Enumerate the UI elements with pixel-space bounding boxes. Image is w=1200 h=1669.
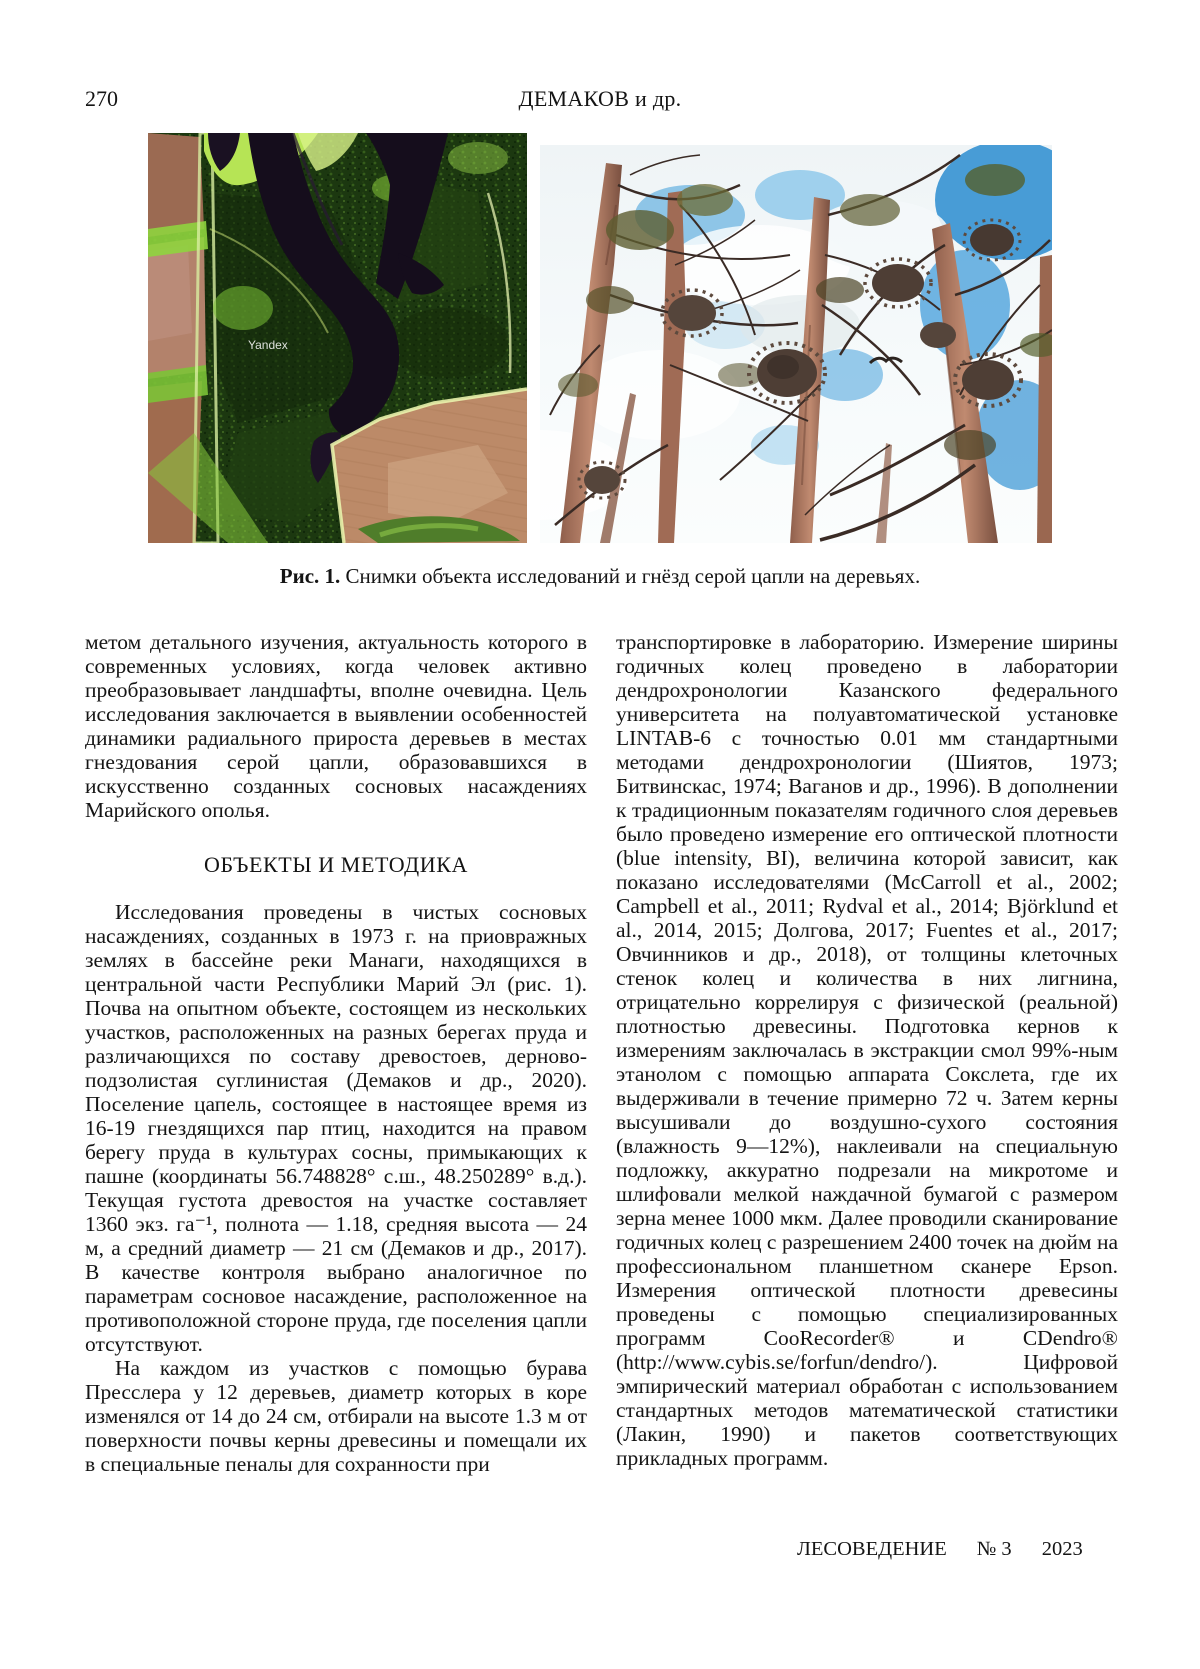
satellite-image xyxy=(148,133,527,543)
paragraph-continuation: метом детального изучения, актуальность которого в современных условиях, когда человек активно преобразовывает ландшафты, вполне очевидна. Цель исследования заключается в выявлении особенностей динамики радиального прироста деревьев в местах гнездования серой цапли, образовавшихся в искусственно созданных сосновых насаждениях Марийского ополья. xyxy=(85,630,587,822)
footer-journal-name: ЛЕСОВЕДЕНИЕ xyxy=(797,1538,947,1560)
heron-nests-photo xyxy=(540,145,1052,543)
yandex-watermark: Yandex xyxy=(248,338,288,352)
heron-nests-photo-svg xyxy=(540,145,1052,543)
body-columns xyxy=(85,630,1118,1476)
figure-caption-text: Снимки объекта исследований и гнёзд серой цапли на деревьях. xyxy=(340,564,921,588)
figure-caption xyxy=(0,564,1200,589)
satellite-image-svg xyxy=(148,133,527,543)
figure-caption-label: Рис. 1. xyxy=(279,564,341,588)
left-column xyxy=(85,630,587,1476)
paragraph-objects-methods: Исследования проведены в чистых сосновых насаждениях, созданных в 1973 г. на приовражных землях в бассейне реки Манаги, находящихся в центральной части Республики Марий Эл (рис. 1). Почва на опытном объекте, состоящем из нескольких участков, расположенных на разных берегах пруда и различающихся по составу древостоев, дерново-подзолистая суглинистая (Демаков и др., 2020). Поселение цапель, состоящее в настоящее время из 16-19 гнездящихся пар птиц, находится на правом берегу пруда в культурах сосны, примыкающих к пашне (координаты 56.748828° с.ш., 48.250289° в.д.). Текущая густота древостоя на участке составляет 1360 экз. га⁻¹, полнота — 1.18, средняя высота — 24 м, а средний диаметр — 21 см (Демаков и др., 2017). В качестве контроля выбрано аналогичное по параметрам сосновое насаждение, расположенное на противоположной стороне пруда, где поселения цапли отсутствуют. xyxy=(85,900,587,1356)
right-column xyxy=(616,630,1118,1476)
heron-nest xyxy=(920,322,956,348)
footer-issue: № 3 xyxy=(976,1538,1012,1560)
journal-footer xyxy=(797,1538,1083,1561)
page-header xyxy=(85,86,1115,114)
section-heading: ОБЪЕКТЫ И МЕТОДИКА xyxy=(203,852,469,877)
footer-year: 2023 xyxy=(1041,1538,1083,1560)
running-head: ДЕМАКОВ и др. xyxy=(518,86,682,111)
paragraph-core-sampling: На каждом из участков с помощью бурава Пресслера у 12 деревьев, диаметр которых в коре изменялся от 14 до 24 см, отбирали на высоте 1.3 м от поверхности почвы керны древесины и помещали их в специальные пеналы для сохранности при xyxy=(85,1356,587,1476)
paragraph-lab-methods: транспортировке в лабораторию. Измерение ширины годичных колец проведено в лаборатории дендрохронологии Казанского федерального университета на полуавтоматической установке LINTAB-6 с точностью 0.01 мм стандартными методами дендрохронологии (Шиятов, 1973; Битвинскас, 1974; Ваганов и др., 1996). В дополнении к традиционным показателям годичного слоя деревьев было проведено измерение его оптической плотности (blue intensity, BI), величина которой зависит, как показано исследователями (McCarroll et al., 2002; Campbell et al., 2011; Rydval et al., 2014; Björklund et al., 2014, 2015; Долгова, 2017; Fuentes et al., 2017; Овчинников и др., 2018), от толщины клеточных стенок колец и количества в них лигнина, отрицательно коррелируя с физической (реальной) плотностью древесины. Подготовка кернов к измерениям заключалась в экстракции смол 99%-ным этанолом с помощью аппарата Сокслета, где их выдерживали в течение примерно 72 ч. Затем керны высушивали до воздушно-сухого состояния (влажность 9—12%), наклеивали на специальную подложку, аккуратно подрезали на микротоме и шлифовали мелкой наждачной бумагой с размером зерна менее 1000 мкм. Далее проводили сканирование годичных колец с разрешением 2400 точек на дюйм на профессиональном планшетном сканере Epson. Измерения оптической плотности древесины проведены с помощью специализированных программ CooRecorder® и CDendro® (http://www.cybis.se/forfun/dendro/). Цифровой эмпирический материал обработан с использованием стандартных методов математической статистики (Лакин, 1990) и пакетов соответствующих прикладных программ. xyxy=(616,630,1118,1470)
page-number: 270 xyxy=(85,86,118,111)
